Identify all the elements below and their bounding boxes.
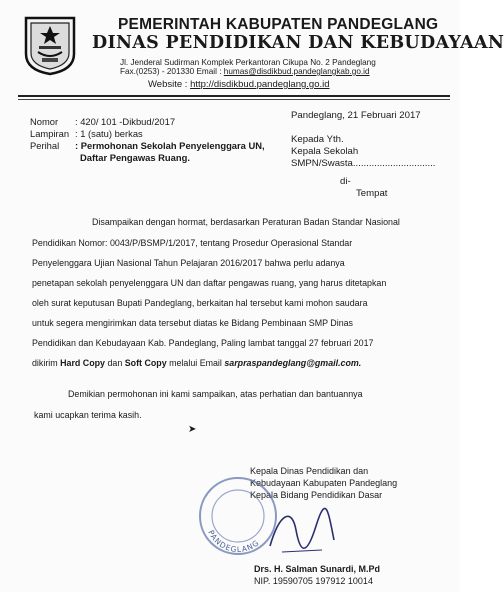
- recipient-line-1: Kepada Yth.: [291, 134, 344, 145]
- perihal-label: Perihal: [30, 140, 60, 151]
- letterhead-rule-thin: [18, 99, 450, 100]
- signature-line-1: Kepala Dinas Pendidikan dan: [250, 466, 369, 476]
- nomor-value: : 420/ 101 -Dikbud/2017: [75, 116, 176, 127]
- email-address: sarpraspandeglang@gmail.com.: [224, 358, 362, 368]
- lampiran-value: : 1 (satu) berkas: [75, 128, 143, 139]
- closing-line-2: kami ucapkan terima kasih.: [34, 410, 142, 420]
- nomor-label: Nomor: [30, 116, 59, 127]
- text-melalui-email: melalui Email: [166, 358, 225, 368]
- letter-date: Pandeglang, 21 Februari 2017: [291, 110, 421, 121]
- body-line-6: untuk segera mengirimkan data tersebut diatas ke Bidang Pembinaan SMP Dinas: [32, 318, 353, 328]
- nomor-row: [30, 116, 175, 127]
- fax-label: Fax.(0253) - 201330 Email :: [120, 67, 222, 76]
- body-line-1: Disampaikan dengan hormat, berdasarkan Peraturan Badan Standar Nasional: [92, 217, 400, 227]
- recipient-line-5: Tempat: [356, 188, 388, 199]
- handwritten-signature: [262, 500, 342, 564]
- perihal-value-line2: Daftar Pengawas Ruang.: [80, 152, 190, 163]
- signature-line-3: Kepala Bidang Pendidikan Dasar: [250, 490, 383, 500]
- stamp-text: PANDEGLANG: [206, 528, 262, 555]
- recipient-line-4: di-: [340, 176, 351, 187]
- body-line-5: oleh surat keputusan Bupati Pandeglang, berkaitan hal tersebut kami mohon saudara: [32, 298, 368, 308]
- text-dikirim: dikirim: [32, 358, 61, 368]
- signatory-name: Drs. H. Salman Sunardi, M.Pd: [254, 564, 381, 574]
- lampiran-label: Lampiran: [30, 128, 70, 139]
- perihal-row: [30, 140, 265, 151]
- body-line-7: Pendidikan dan Kebudayaan Kab. Pandeglang, Paling lambat tanggal 27 februari 2017: [32, 338, 374, 348]
- signatory-nip: NIP. 19590705 197912 10014: [254, 576, 373, 586]
- body-line-8: [32, 358, 361, 368]
- body-line-4: penetapan sekolah penyelenggara UN dan daftar pengawas ruang, yang harus ditetapkan: [32, 278, 387, 288]
- letterhead-website: [148, 79, 330, 90]
- perihal-value: : Permohonan Sekolah Penyelenggara UN,: [75, 140, 265, 151]
- text-dan: dan: [104, 358, 125, 368]
- lampiran-row: [30, 128, 143, 139]
- signature-line-2: Kebudayaan Kabupaten Pandeglang: [250, 478, 398, 488]
- letterhead-government: PEMERINTAH KABUPATEN PANDEGLANG: [118, 16, 439, 33]
- letterhead-agency: DINAS PENDIDIKAN DAN KEBUDAYAAN: [92, 33, 504, 53]
- text-soft-copy: Soft Copy: [124, 358, 167, 368]
- website-link[interactable]: http://disdikbud.pandeglang.go.id: [190, 79, 330, 90]
- email-link[interactable]: humas@disdikbud.pandeglangkab.go.id: [223, 67, 370, 76]
- letterhead-address: Jl. Jenderal Sudirman Komplek Perkantoran Cikupa No. 2 Pandeglang: [120, 58, 376, 67]
- cursor-arrow-icon: ➤: [188, 424, 197, 435]
- body-line-3: Penyelenggara Ujian Nasional Tahun Pelajaran 2016/2017 bahwa perlu adanya: [32, 258, 345, 268]
- letterhead-fax-email: [120, 67, 370, 76]
- regency-emblem-logo: [22, 14, 78, 76]
- body-line-2: Pendidikan Nomor: 0043/P/BSMP/1/2017, tentang Prosedur Operasional Standar: [32, 238, 353, 248]
- letterhead-rule-thick: [18, 95, 450, 97]
- recipient-line-3: SMPN/Swasta...............................: [291, 158, 436, 169]
- recipient-line-2: Kepala Sekolah: [291, 146, 359, 157]
- text-hard-copy: Hard Copy: [60, 358, 105, 368]
- website-label: Website :: [148, 79, 188, 90]
- closing-line-1: Demikian permohonan ini kami sampaikan, atas perhatian dan bantuannya: [68, 389, 363, 399]
